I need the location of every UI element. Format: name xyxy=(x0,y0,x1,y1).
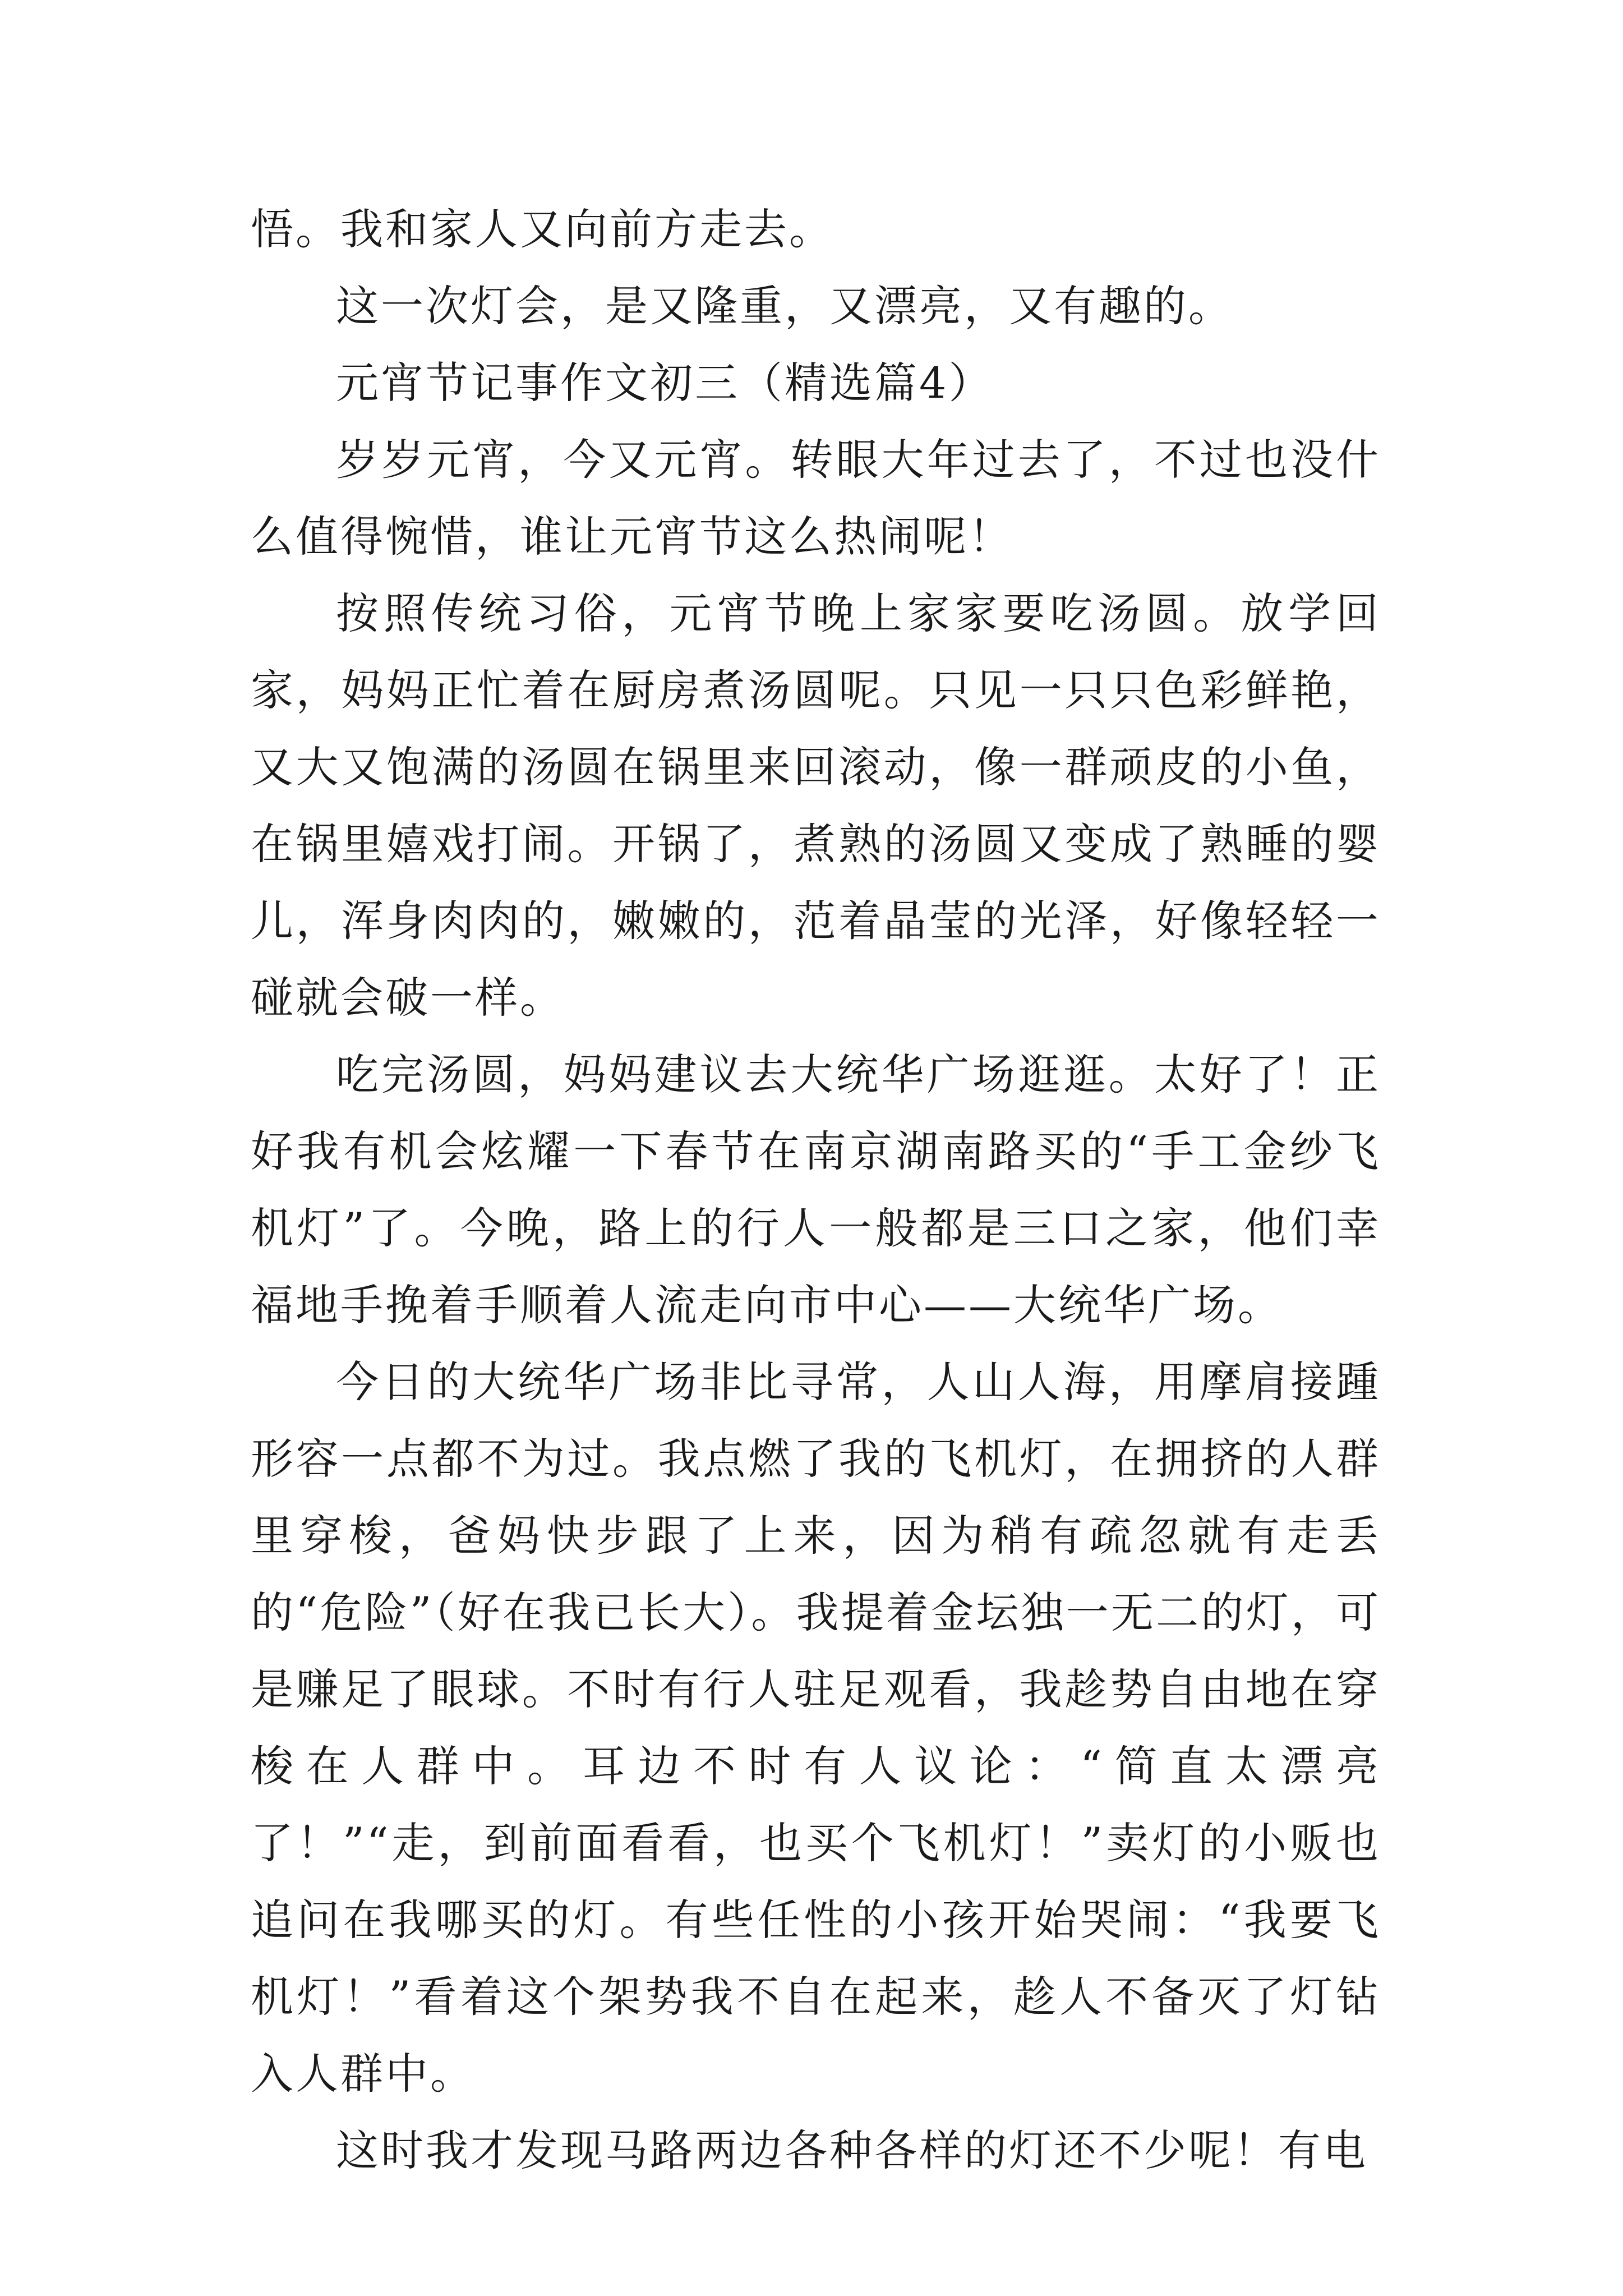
section-heading: 元宵节记事作文初三（精选篇4） xyxy=(336,358,994,408)
paragraph-continuation: 悟。我和家人又向前方走去。 xyxy=(251,204,834,254)
paragraph: 吃完汤圆，妈妈建议去大统华广场逛逛。太好了！正好我有机会炫耀一下春节在南京湖南路买的“手工金纱飞机灯”了。今晚，路上的行人一般都是三口之家，他们幸福地手挽着手顺着人流走向市中心——大统华广场。 xyxy=(251,1050,1381,1330)
paragraph: 这时我才发现马路两边各种各样的灯还不少呢！有电 xyxy=(336,2125,1368,2175)
paragraph: 按照传统习俗，元宵节晚上家家要吃汤圆。放学回家，妈妈正忙着在厨房煮汤圆呢。只见一只只色彩鲜艳，又大又饱满的汤圆在锅里来回滚动，像一群顽皮的小鱼，在锅里嬉戏打闹。开锅了，煮熟的汤圆又变成了熟睡的婴儿，浑身肉肉的，嫩嫩的，范着晶莹的光泽，好像轻轻一碰就会破一样。 xyxy=(251,588,1381,1023)
article-body xyxy=(251,191,1381,2189)
paragraph: 今日的大统华广场非比寻常，人山人海，用摩肩接踵形容一点都不为过。我点燃了我的飞机灯，在拥挤的人群里穿梭，爸妈快步跟了上来，因为稍有疏忽就有走丢的“危险”（好在我已长大）。我提着金坛独一无二的灯，可是赚足了眼球。不时有行人驻足观看，我趁势自由地在穿梭在人群中。耳边不时有人议论：“简直太漂亮了！”“走，到前面看看，也买个飞机灯！”卖灯的小贩也追问在我哪买的灯。有些任性的小孩开始哭闹：“我要飞机灯！”看着这个架势我不自在起来，趁人不备灭了灯钻入人群中。 xyxy=(251,1357,1381,2099)
paragraph-summary: 这一次灯会，是又隆重，又漂亮，又有趣的。 xyxy=(336,281,1233,331)
paragraph: 岁岁元宵，今又元宵。转眼大年过去了，不过也没什么值得惋惜，谁让元宵节这么热闹呢！ xyxy=(251,435,1381,562)
